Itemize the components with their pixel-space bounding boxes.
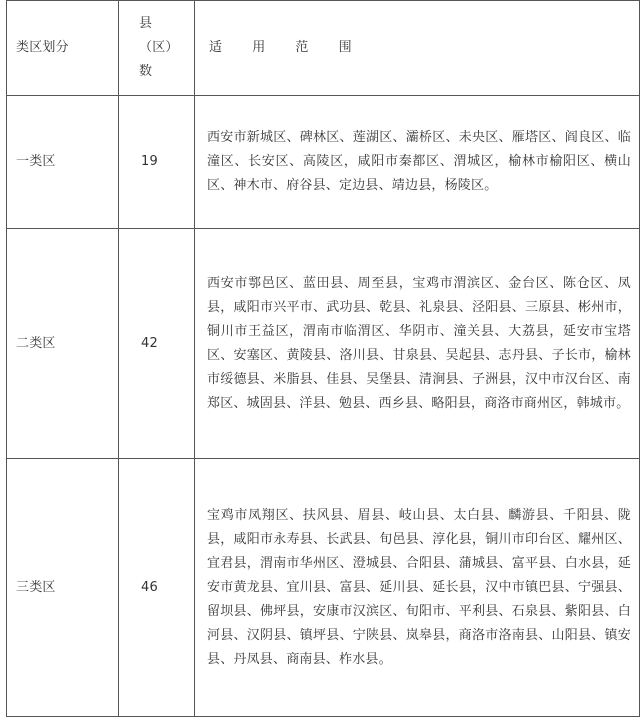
header-count-line-2: （区） — [139, 40, 179, 55]
header-scope-char-4: 围 — [338, 40, 352, 55]
row-scope: 宝鸡市凤翔区、扶风县、眉县、岐山县、太白县、麟游县、千阳县、陇县，咸阳市永寿县、长武县、旬邑县、淳化县，铜川市印台区、耀州区、宜君县，渭南市华州区、澄城县、合阳县、蒲城县、富平县、白水县，延安市黄龙县、宜川县、富县、延川县、延长县，汉中市镇巴县、宁强县、留坝县、佛坪县，安康市汉滨区、旬阳市、平利县、石泉县、紫阳县、白河县、汉阴县、镇坪县、宁陕县、岚皋县，商洛市洛南县、山阳县、镇安县、丹凤县、商南县、柞水县。 — [195, 459, 640, 717]
header-scope — [195, 1, 640, 96]
row-count: 42 — [119, 229, 195, 459]
zone-classification-table — [6, 0, 640, 717]
header-count-line-3: 数 — [139, 64, 153, 79]
table-header-row — [7, 1, 640, 96]
row-count: 46 — [119, 459, 195, 717]
row-scope: 西安市新城区、碑林区、莲湖区、灞桥区、未央区、雁塔区、阎良区、临潼区、长安区、高陵区，咸阳市秦都区、渭城区，榆林市榆阳区、横山区、神木市、府谷县、定边县、靖边县，杨陵区。 — [195, 96, 640, 229]
row-category: 二类区 — [7, 229, 119, 459]
row-scope: 西安市鄠邑区、蓝田县、周至县，宝鸡市渭滨区、金台区、陈仓区、凤县，咸阳市兴平市、武功县、乾县、礼泉县、泾阳县、三原县、彬州市，铜川市王益区，渭南市临渭区、华阴市、潼关县、大荔县，延安市宝塔区、安塞区、黄陵县、洛川县、甘泉县、吴起县、志丹县、子长市，榆林市绥德县、米脂县、佳县、吴堡县、清涧县、子洲县，汉中市汉台区、南郑区、城固县、洋县、勉县、西乡县、略阳县，商洛市商州区，韩城市。 — [195, 229, 640, 459]
header-scope-char-1: 适 — [209, 40, 223, 55]
row-category: 一类区 — [7, 96, 119, 229]
header-scope-char-2: 用 — [252, 40, 266, 55]
header-count — [119, 1, 195, 96]
table-row — [7, 229, 640, 459]
header-category — [7, 1, 119, 96]
row-count: 19 — [119, 96, 195, 229]
header-count-line-1: 县 — [139, 16, 153, 31]
header-scope-char-3: 范 — [295, 40, 309, 55]
header-category-label: 类区划分 — [16, 40, 69, 55]
table-row — [7, 96, 640, 229]
row-category: 三类区 — [7, 459, 119, 717]
table-row — [7, 459, 640, 717]
